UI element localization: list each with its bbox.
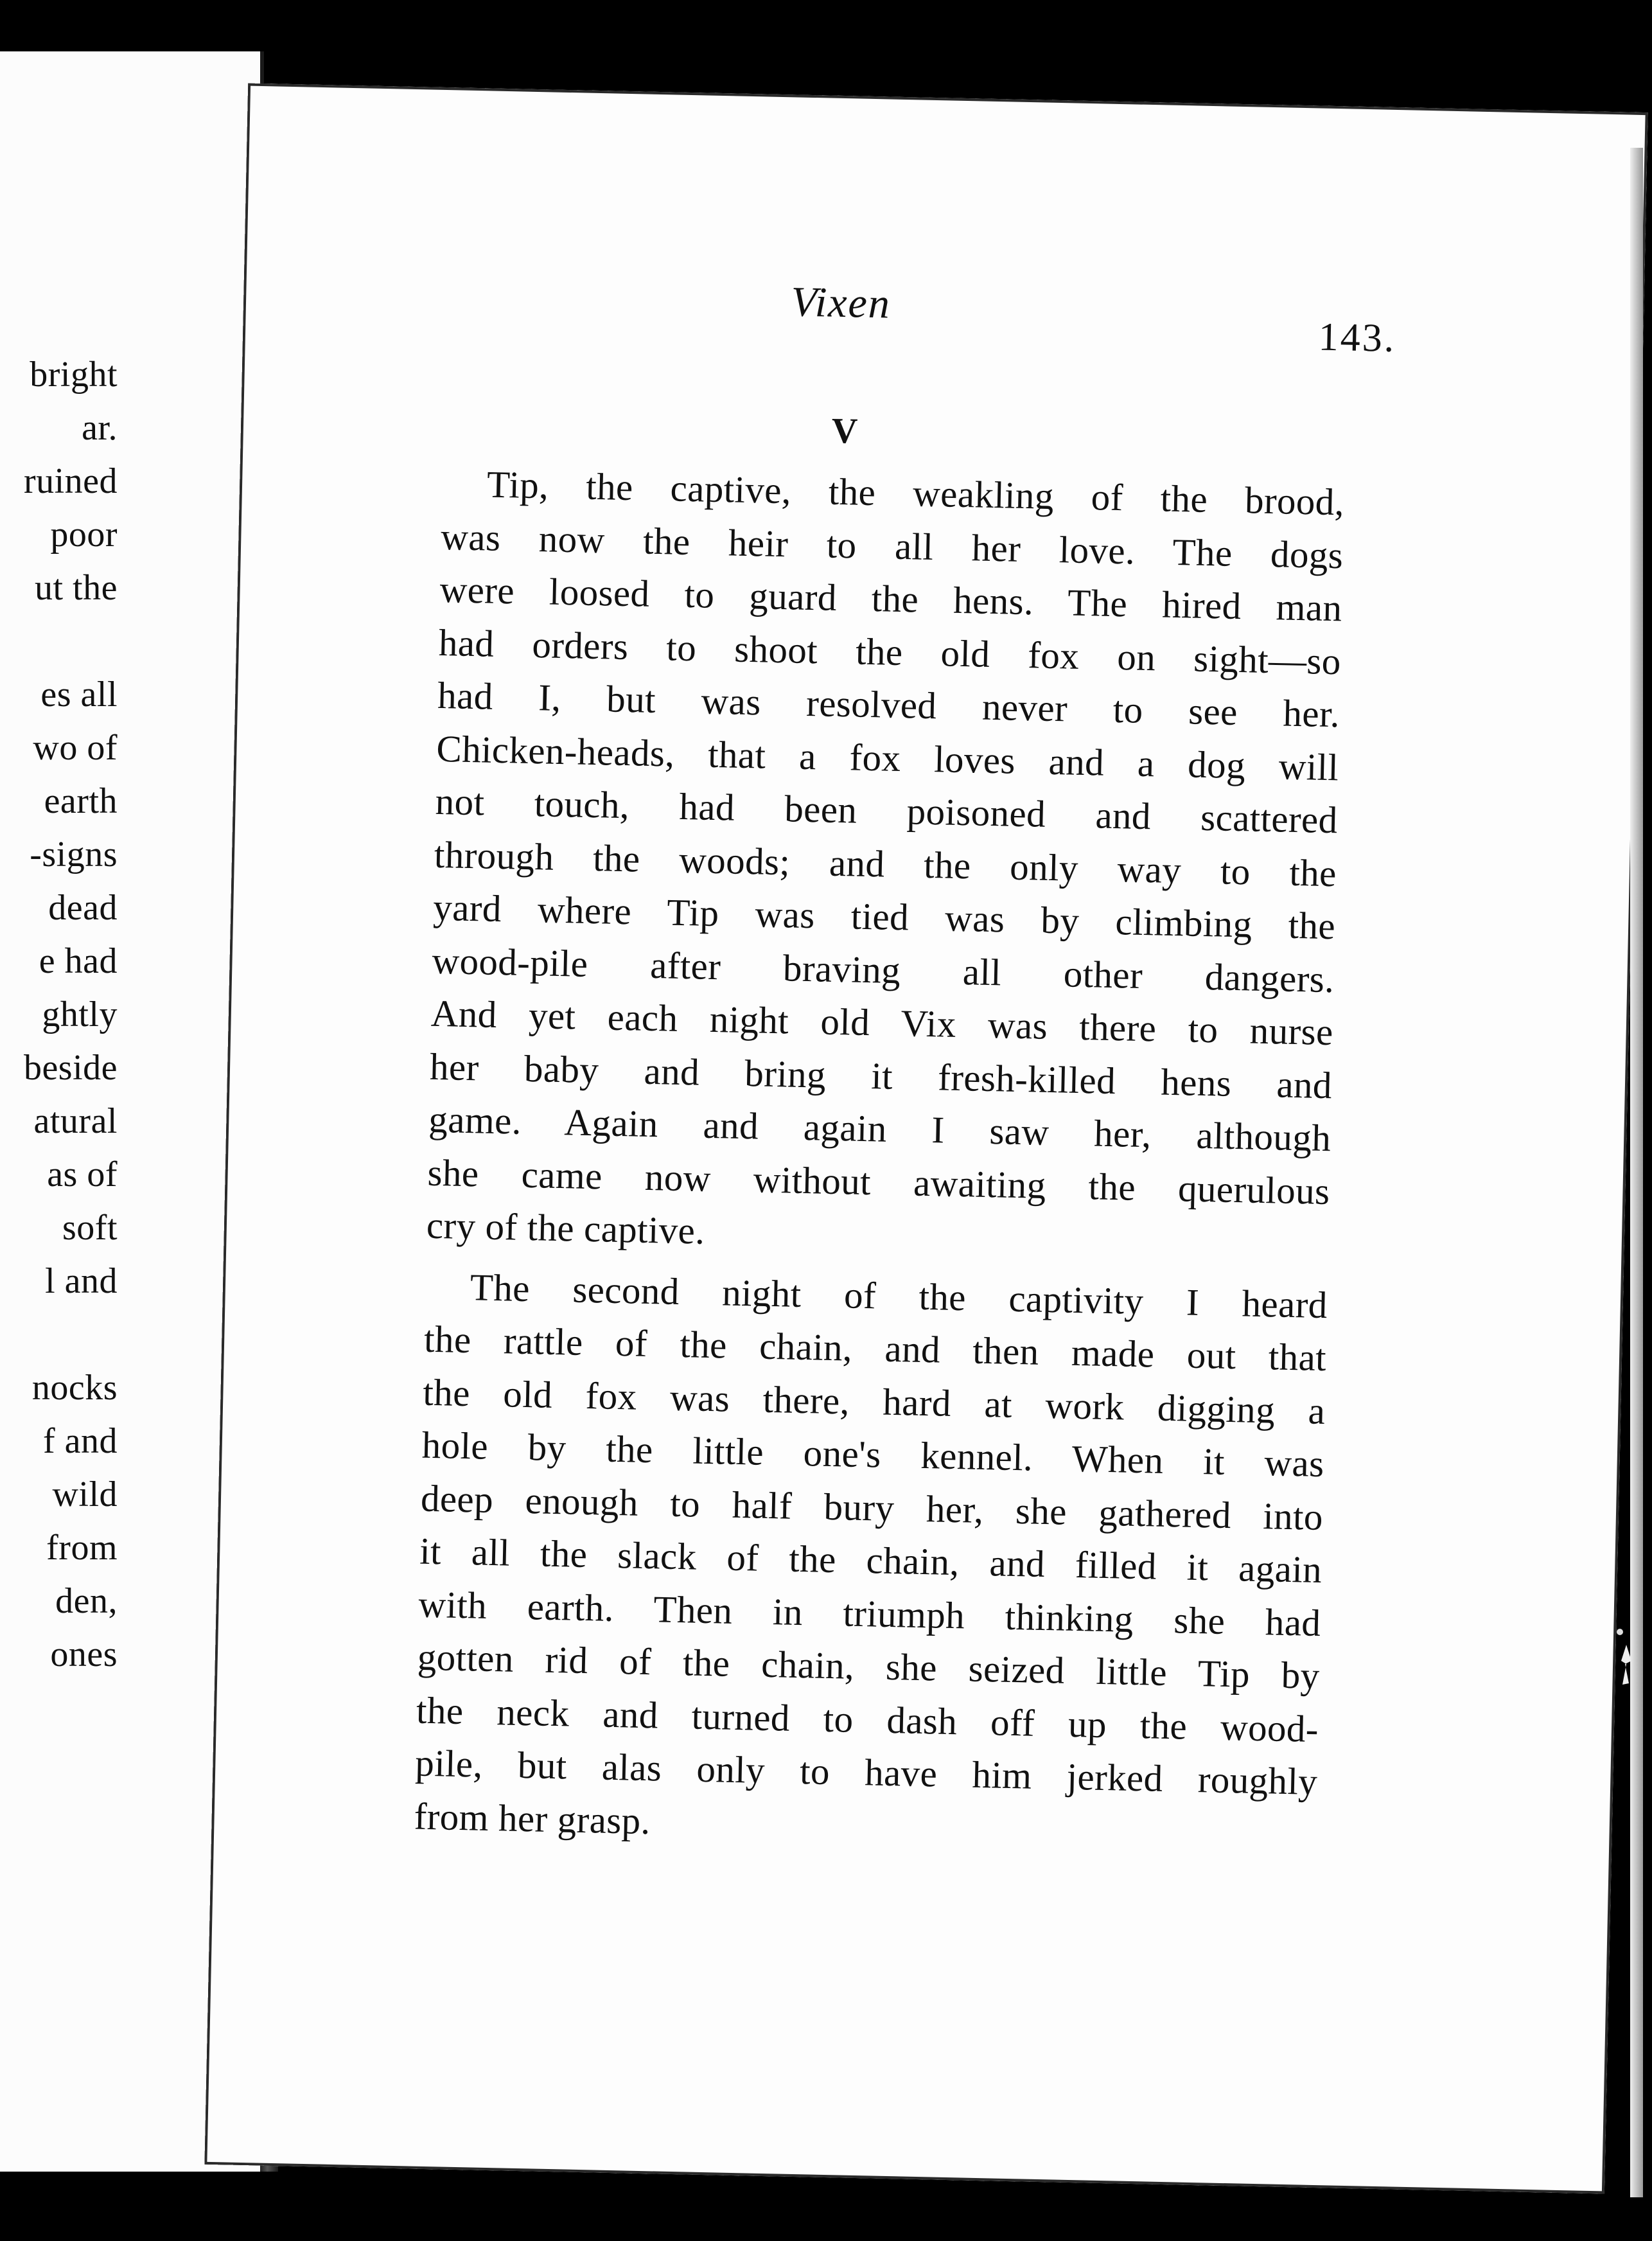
previous-page-line: ar.: [82, 408, 118, 448]
text-line: the old fox was there, hard at work digging a: [422, 1370, 1326, 1432]
previous-page-line: nocks: [31, 1368, 118, 1408]
previous-page-line: atural: [33, 1101, 118, 1141]
previous-page-line: ruined: [23, 461, 118, 501]
text-line: it all the slack of the chain, and filled it again: [419, 1529, 1322, 1591]
text-line: wood-pile after braving all other dangers.: [431, 939, 1335, 1000]
text-line: not touch, had been poisoned and scattered: [435, 779, 1339, 842]
text-line: hole by the little one's kennel. When it was: [421, 1423, 1325, 1485]
text-line: And yet each night old Vix was there to nurse: [430, 991, 1334, 1054]
previous-page-line: beside: [23, 1048, 118, 1088]
previous-page-line: dead: [48, 888, 118, 928]
text-line: the rattle of the chain, and then made out that: [423, 1317, 1327, 1379]
previous-page-line: wo of: [33, 728, 118, 768]
text-line: cry of the captive.: [426, 1203, 706, 1252]
previous-page-line: -signs: [30, 835, 118, 874]
previous-page-line: bright: [30, 355, 118, 394]
previous-page-line: l and: [45, 1261, 118, 1301]
text-line: yard where Tip was tied was by climbing the: [432, 885, 1336, 948]
page-number: 143.: [1318, 315, 1396, 361]
text-line: Tip, the captive, the weakling of the brood,: [486, 463, 1345, 524]
text-line: was now the heir to all her love. The dogs: [440, 515, 1344, 576]
text-line: she came now without awaiting the querulous: [427, 1151, 1331, 1212]
text-line: from her grasp.: [414, 1794, 651, 1842]
scan-specks: [1607, 1625, 1639, 1696]
text-line: through the woods; and the only way to the: [434, 833, 1337, 894]
text-line: game. Again and again I saw her, although: [428, 1097, 1331, 1160]
previous-page-line: es all: [40, 675, 118, 714]
text-line: had I, but was resolved never to see her.: [437, 673, 1340, 736]
previous-page-line: [0, 615, 118, 668]
page-edge: [1630, 148, 1643, 2197]
previous-page-line: ones: [50, 1634, 118, 1674]
previous-page-line: [0, 1308, 118, 1361]
text-line: her baby and bring it fresh-killed hens and: [429, 1045, 1333, 1106]
previous-page-line: den,: [55, 1581, 118, 1621]
body-text: [414, 457, 1345, 1861]
running-head: [243, 266, 1644, 344]
previous-page-line: wild: [52, 1475, 118, 1514]
text-line: the neck and turned to dash off up the wood-: [416, 1688, 1319, 1750]
previous-page-line: as of: [47, 1155, 118, 1194]
previous-page-line: ut the: [35, 568, 118, 608]
text-line: had orders to shoot the old fox on sight—so: [438, 621, 1342, 682]
text-line: The second night of the captivity I heard: [470, 1265, 1328, 1326]
previous-page-line: ghtly: [42, 995, 118, 1034]
previous-page-text: [0, 348, 118, 1681]
running-head-text: Vixen: [790, 278, 892, 328]
text-line: deep enough to half bury her, she gathered into: [420, 1476, 1324, 1538]
current-page: [204, 84, 1648, 2194]
previous-page-line: poor: [50, 515, 118, 554]
previous-page-line: e had: [39, 941, 118, 981]
text-line: gotten rid of the chain, she seized little Tip by: [417, 1635, 1321, 1697]
text-line: Chicken-heads, that a fox loves and a dog will: [435, 727, 1339, 788]
previous-page-line: from: [46, 1528, 118, 1568]
text-line: pile, but alas only to have him jerked roughly: [414, 1741, 1318, 1803]
section-numeral-text: V: [831, 411, 858, 452]
previous-page-line: earth: [44, 781, 118, 821]
text-line: were loosed to guard the hens. The hired man: [439, 567, 1343, 630]
text-line: with earth. Then in triumph thinking she had: [417, 1582, 1322, 1644]
previous-page-line: soft: [62, 1208, 118, 1248]
previous-page-line: f and: [42, 1421, 118, 1461]
